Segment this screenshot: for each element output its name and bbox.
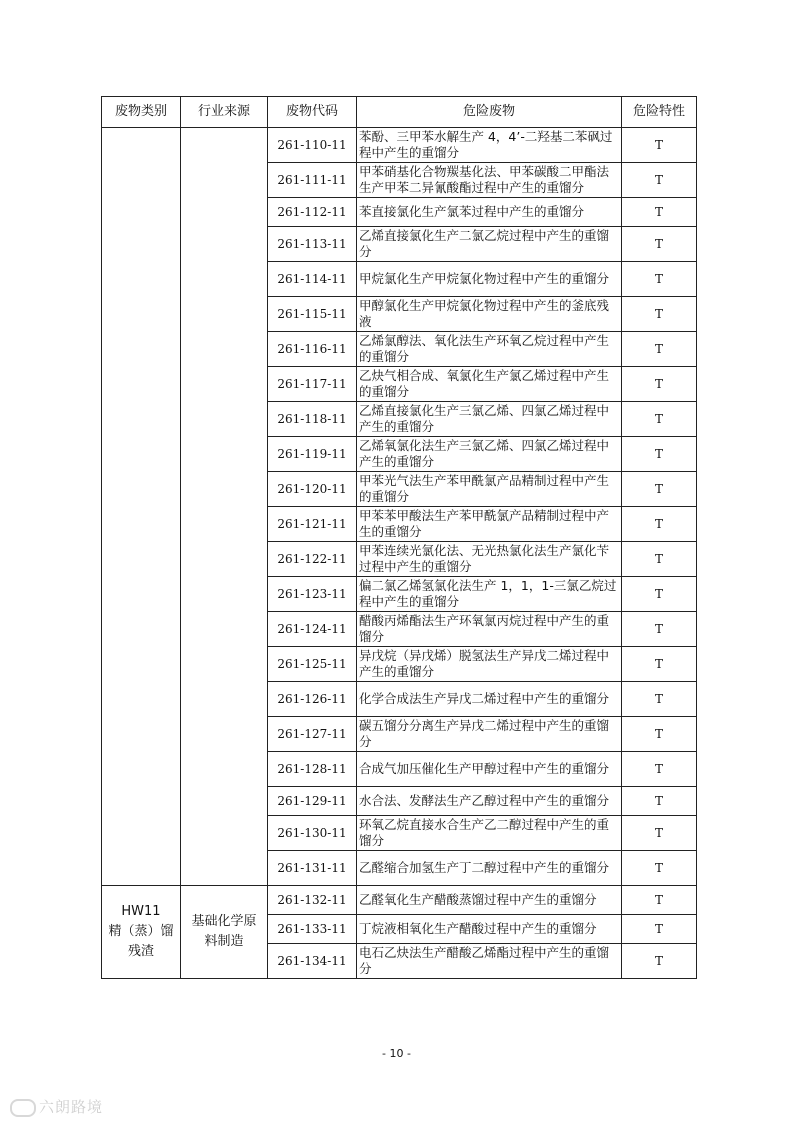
category-cell-line: 精（蒸）馏	[108, 924, 174, 939]
category-cell-line: HW11	[121, 904, 161, 919]
hazard-property-cell: T	[622, 163, 697, 198]
header-category: 废物类别	[102, 97, 181, 128]
waste-code-cell: 261-121-11	[268, 507, 357, 542]
waste-description-cell: 丁烷液相氧化生产醋酸过程中产生的重馏分	[357, 915, 622, 944]
hazard-property-cell: T	[622, 227, 697, 262]
category-cell-blank	[102, 128, 181, 886]
waste-description-cell: 甲苯硝基化合物羰基化法、甲苯碳酸二甲酯法生产甲苯二异氰酸酯过程中产生的重馏分	[357, 163, 622, 198]
hazard-property-cell: T	[622, 787, 697, 816]
waste-code-cell: 261-117-11	[268, 367, 357, 402]
header-waste: 危险废物	[357, 97, 622, 128]
waste-description-cell: 苯直接氯化生产氯苯过程中产生的重馏分	[357, 198, 622, 227]
hazard-property-cell: T	[622, 402, 697, 437]
waste-code-cell: 261-118-11	[268, 402, 357, 437]
waste-code-cell: 261-110-11	[268, 128, 357, 163]
hazard-property-cell: T	[622, 198, 697, 227]
waste-description-cell: 乙醛缩合加氢生产丁二醇过程中产生的重馏分	[357, 851, 622, 886]
waste-code-cell: 261-120-11	[268, 472, 357, 507]
header-code: 废物代码	[268, 97, 357, 128]
waste-description-cell: 乙烯直接氯化生产二氯乙烷过程中产生的重馏分	[357, 227, 622, 262]
waste-description-cell: 甲苯连续光氯化法、无光热氯化法生产氯化苄过程中产生的重馏分	[357, 542, 622, 577]
waste-code-cell: 261-112-11	[268, 198, 357, 227]
hazard-property-cell: T	[622, 944, 697, 979]
watermark	[10, 1096, 103, 1117]
hazard-property-cell: T	[622, 886, 697, 915]
waste-code-cell: 261-116-11	[268, 332, 357, 367]
waste-description-cell: 乙炔气相合成、氧氯化生产氯乙烯过程中产生的重馏分	[357, 367, 622, 402]
waste-code-cell: 261-115-11	[268, 297, 357, 332]
waste-code-cell: 261-131-11	[268, 851, 357, 886]
waste-code-cell: 261-130-11	[268, 816, 357, 851]
waste-description-cell: 异戊烷（异戊烯）脱氢法生产异戊二烯过程中产生的重馏分	[357, 647, 622, 682]
waste-description-cell: 甲烷氯化生产甲烷氯化物过程中产生的重馏分	[357, 262, 622, 297]
table-row	[102, 128, 697, 163]
source-cell-line: 料制造	[204, 934, 244, 949]
hazard-property-cell: T	[622, 816, 697, 851]
hazard-property-cell: T	[622, 262, 697, 297]
waste-code-cell: 261-128-11	[268, 752, 357, 787]
waste-description-cell: 甲苯苯甲酸法生产苯甲酰氯产品精制过程中产生的重馏分	[357, 507, 622, 542]
waste-code-cell: 261-124-11	[268, 612, 357, 647]
hazard-property-cell: T	[622, 577, 697, 612]
waste-description-cell: 水合法、发酵法生产乙醇过程中产生的重馏分	[357, 787, 622, 816]
waste-table	[101, 96, 697, 979]
waste-code-cell: 261-111-11	[268, 163, 357, 198]
waste-description-cell: 甲醇氯化生产甲烷氯化物过程中产生的釜底残液	[357, 297, 622, 332]
hazard-property-cell: T	[622, 297, 697, 332]
waste-description-cell: 乙醛氧化生产醋酸蒸馏过程中产生的重馏分	[357, 886, 622, 915]
waste-code-cell: 261-114-11	[268, 262, 357, 297]
waste-code-cell: 261-123-11	[268, 577, 357, 612]
table-body	[102, 128, 697, 979]
waste-description-cell: 乙烯氧氯化法生产三氯乙烯、四氯乙烯过程中产生的重馏分	[357, 437, 622, 472]
waste-description-cell: 醋酸丙烯酯法生产环氧氯丙烷过程中产生的重馏分	[357, 612, 622, 647]
hazard-property-cell: T	[622, 752, 697, 787]
waste-code-cell: 261-129-11	[268, 787, 357, 816]
watermark-logo-icon	[10, 1099, 36, 1117]
waste-description-cell: 碳五馏分分离生产异戊二烯过程中产生的重馏分	[357, 717, 622, 752]
waste-description-cell: 化学合成法生产异戊二烯过程中产生的重馏分	[357, 682, 622, 717]
hazard-property-cell: T	[622, 128, 697, 163]
waste-description-cell: 乙烯氯醇法、氧化法生产环氧乙烷过程中产生的重馏分	[357, 332, 622, 367]
category-cell-line: 残渣	[127, 944, 154, 959]
waste-description-cell: 偏二氯乙烯氢氯化法生产 1，1，1-三氯乙烷过程中产生的重馏分	[357, 577, 622, 612]
table-header-row	[102, 97, 697, 128]
hazard-property-cell: T	[622, 472, 697, 507]
waste-code-cell: 261-133-11	[268, 915, 357, 944]
hazard-property-cell: T	[622, 437, 697, 472]
waste-code-cell: 261-127-11	[268, 717, 357, 752]
header-property: 危险特性	[622, 97, 697, 128]
waste-description-cell: 苯酚、三甲苯水解生产 4，4’-二羟基二苯砜过程中产生的重馏分	[357, 128, 622, 163]
hazard-property-cell: T	[622, 332, 697, 367]
hazard-property-cell: T	[622, 647, 697, 682]
waste-code-cell: 261-119-11	[268, 437, 357, 472]
waste-code-cell: 261-125-11	[268, 647, 357, 682]
waste-description-cell: 电石乙炔法生产醋酸乙烯酯过程中产生的重馏分	[357, 944, 622, 979]
waste-description-cell: 合成气加压催化生产甲醇过程中产生的重馏分	[357, 752, 622, 787]
table-row	[102, 886, 697, 915]
waste-description-cell: 环氧乙烷直接水合生产乙二醇过程中产生的重馏分	[357, 816, 622, 851]
source-cell-line: 基础化学原	[191, 914, 257, 929]
waste-code-cell: 261-132-11	[268, 886, 357, 915]
waste-code-cell: 261-113-11	[268, 227, 357, 262]
header-source: 行业来源	[181, 97, 268, 128]
hazard-property-cell: T	[622, 507, 697, 542]
waste-code-cell: 261-134-11	[268, 944, 357, 979]
hazard-property-cell: T	[622, 851, 697, 886]
source-cell-blank	[181, 128, 268, 886]
hazard-property-cell: T	[622, 915, 697, 944]
waste-code-cell: 261-126-11	[268, 682, 357, 717]
hazard-property-cell: T	[622, 682, 697, 717]
waste-description-cell: 乙烯直接氯化生产三氯乙烯、四氯乙烯过程中产生的重馏分	[357, 402, 622, 437]
hazard-property-cell: T	[622, 542, 697, 577]
category-cell	[102, 886, 181, 979]
hazard-property-cell: T	[622, 367, 697, 402]
hazard-property-cell: T	[622, 612, 697, 647]
hazard-property-cell: T	[622, 717, 697, 752]
waste-description-cell: 甲苯光气法生产苯甲酰氯产品精制过程中产生的重馏分	[357, 472, 622, 507]
source-cell	[181, 886, 268, 979]
waste-code-cell: 261-122-11	[268, 542, 357, 577]
watermark-text: 六朗路境	[39, 1098, 104, 1116]
page-number: - 10 -	[382, 1047, 411, 1060]
